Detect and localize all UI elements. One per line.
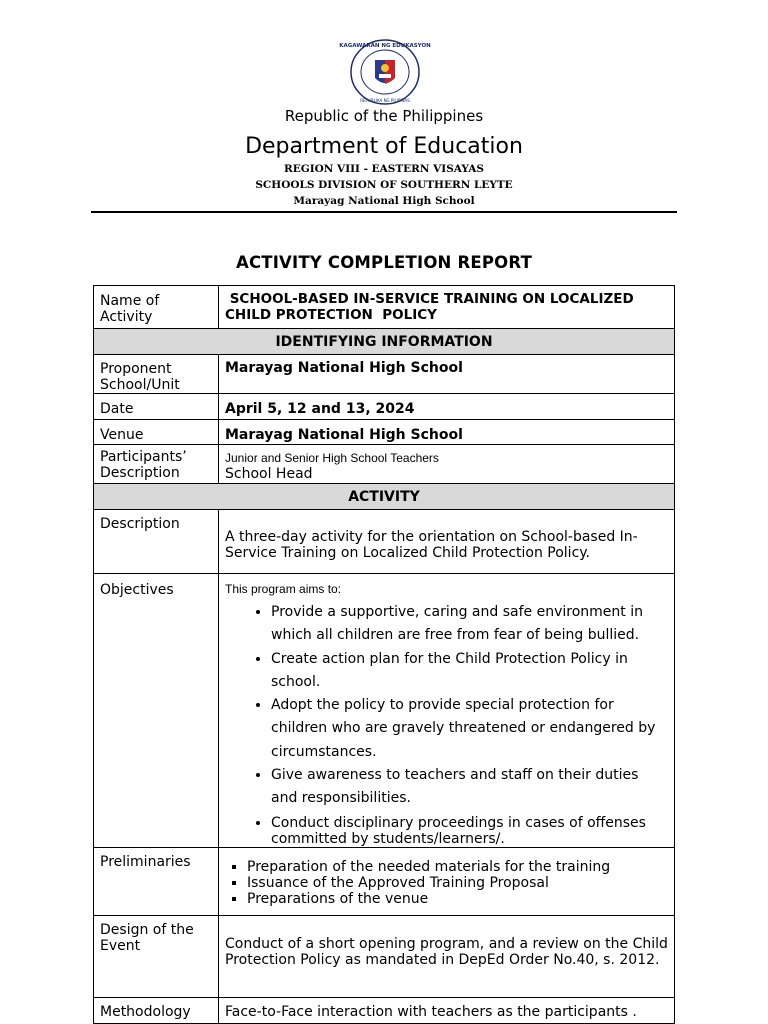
row-description (94, 510, 675, 574)
objective-item: • Adopt the policy to provide special protection for children who are gravely threatened or endangered by circumstances. (271, 694, 668, 764)
objectives-list (225, 601, 668, 847)
school-text: Marayag National High School (293, 195, 475, 207)
department-title: Department of Education (245, 134, 523, 159)
methodology-value: Face-to-Face interaction with teachers as the participants . (219, 998, 675, 1024)
venue-value: Marayag National High School (219, 420, 675, 445)
section-identifying-label: IDENTIFYING INFORMATION (94, 329, 675, 355)
objective-item: • Give awareness to teachers and staff on their duties and responsibilities. (271, 764, 668, 811)
seal-text-bottom: REPUBLIKA NG PILIPINAS (360, 98, 410, 103)
seal-text-top: KAGAWARAN NG EDUKASYON (339, 43, 431, 49)
objectives-label: Objectives (94, 574, 219, 848)
methodology-label: Methodology (94, 998, 219, 1024)
proponent-label: Proponent School/Unit (94, 355, 219, 394)
participants-line2: School Head (225, 466, 313, 482)
description-label: Description (94, 510, 219, 574)
report-title: ACTIVITY COMPLETION REPORT (235, 253, 533, 272)
date-label: Date (94, 394, 219, 420)
participants-line1: Junior and Senior High School Teachers (225, 451, 439, 465)
preliminaries-list (225, 859, 668, 907)
row-objectives (94, 574, 675, 848)
deped-seal (339, 38, 431, 106)
design-label: Design of the Event (94, 916, 219, 998)
proponent-value: Marayag National High School (219, 355, 675, 394)
preliminary-item: ▪ Preparations of the venue (247, 891, 668, 907)
division-text: SCHOOLS DIVISION OF SOUTHERN LEYTE (255, 179, 513, 191)
row-name-of-activity (94, 286, 675, 329)
preliminary-item: ▪ Issuance of the Approved Training Proposal (247, 875, 668, 891)
republic-text: Republic of the Philippines (284, 107, 484, 125)
objective-item: • Conduct disciplinary proceedings in cases of offenses committed by students/learners/. (271, 811, 668, 847)
section-activity-label: ACTIVITY (94, 484, 675, 510)
preliminaries-label: Preliminaries (94, 848, 219, 916)
design-value: Conduct of a short opening program, and a review on the Child Protection Policy as mandated in DepEd Order No.40, s. 2012. (219, 916, 675, 998)
objective-item: • Create action plan for the Child Protection Policy in school. (271, 648, 668, 695)
venue-label: Venue (94, 420, 219, 445)
row-design (94, 916, 675, 998)
row-preliminaries (94, 848, 675, 916)
row-methodology (94, 998, 675, 1024)
region-text: REGION VIII - EASTERN VISAYAS (284, 163, 484, 175)
row-proponent (94, 355, 675, 394)
description-value: A three-day activity for the orientation on School-based In-Service Training on Localized Child Protection Policy. (219, 510, 675, 574)
date-value: April 5, 12 and 13, 2024 (219, 394, 675, 420)
row-participants (94, 445, 675, 484)
name-value: SCHOOL-BASED IN-SERVICE TRAINING ON LOCALIZED CHILD PROTECTION POLICY (219, 286, 675, 329)
participants-label: Participants’ Description (94, 445, 219, 484)
section-activity (94, 484, 675, 510)
report-table (93, 285, 675, 1024)
section-identifying (94, 329, 675, 355)
row-venue (94, 420, 675, 445)
objectives-intro: This program aims to: (225, 582, 342, 596)
header-divider (91, 211, 677, 213)
row-date (94, 394, 675, 420)
name-label: Name of Activity (94, 286, 219, 329)
objective-item: • Provide a supportive, caring and safe environment in which all children are free from fear of being bullied. (271, 601, 668, 648)
preliminary-item: ▪ Preparation of the needed materials for the training (247, 859, 668, 875)
